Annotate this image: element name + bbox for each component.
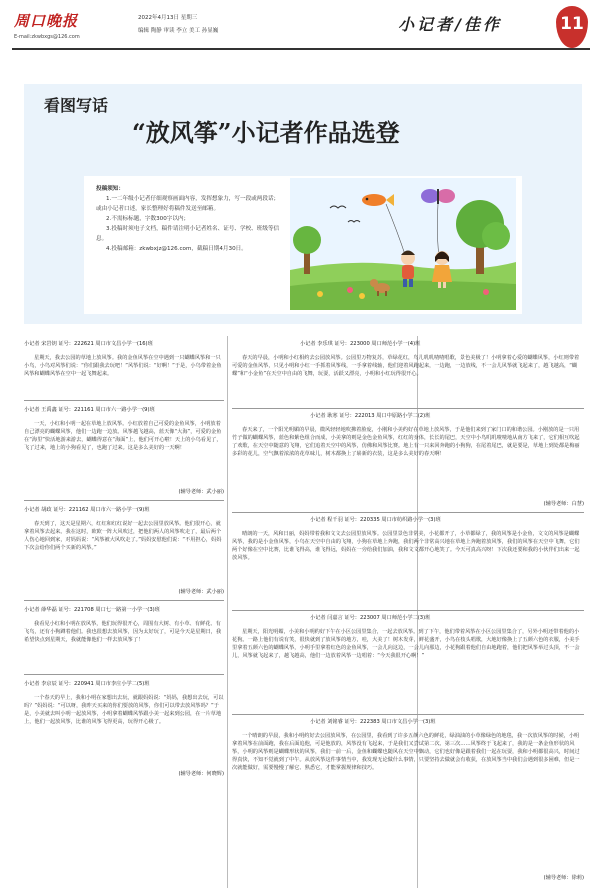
article-byline: 小记者 程千羽 证号：220335 周口市纺织路小学一(3)班 bbox=[310, 517, 441, 523]
submission-notice bbox=[96, 184, 280, 254]
article-teacher: (辅导老师：何晓辉) bbox=[178, 771, 224, 777]
article-divider bbox=[24, 400, 224, 401]
article-byline: 小记者 宋岩钥 证号：222621 周口市文昌小学一(16)班 bbox=[24, 341, 153, 347]
article-body: 星期天，阳光明媚，小美和小明约好下午在小区公园里集合，一起去放风筝。到了下午，他们带着风筝在小区公园里集合了，另外小明还带着他的小花狗。一路上他们有说有笑，很快就到了放风筝的地方，哇，大美了！树木发芽，鲜花盛开，小鸟在枝头唱歌，大地好像换上了五颜六色的衣服，小美手里拿着五颜六色的蝴蝶风筝，小明手里拿着红色的金鱼风筝，一会儿向这边，一会儿向那边，小花狗跟着他们自由地跑着，他们把风筝举过头顶，不一会儿，风筝就飞起来了，越飞越高，他们一边放着风筝一边唱着：“今天我很开心啊！” bbox=[232, 629, 580, 659]
issue-date: 2022年4月13日 星期三 bbox=[138, 15, 198, 21]
article-body: 星期天，我去公园的草地上放风筝。我的金鱼风筝在空中遇到一只蝴蝶风筝和一只小鸟，小鸟对风筝们说：“你们跟我去玩吧！”风筝们说：“好啊！”于是，小鸟带着金鱼风筝和蝴蝶风筝在空中一起飞舞起来。 bbox=[24, 355, 222, 377]
article-byline: 小记者 耿寒 证号：222013 周口中原路小学二(2)班 bbox=[310, 413, 431, 419]
article-teacher: (辅导老师：武小丽) bbox=[178, 489, 224, 495]
article-byline: 小记者 闫嘉言 证号：223007 周口师范小学二(3)班 bbox=[310, 615, 431, 621]
article-teacher: (辅导老师：武小丽) bbox=[178, 589, 224, 595]
butterfly-kite-icon bbox=[421, 189, 455, 204]
article-body: 我看见小红和小明在放风筝，他们玩得很开心，周围有大树、有小草、有鲜花、有飞鸟，还有小狗蹲着他们。我也很想去放风筝，因为太好玩了，可是今天是星期日，我希望快点到星期天，我就能像他们一样去放风筝了！ bbox=[24, 621, 222, 643]
notice-line: 1.一二年级小记者仔细观察画面内容，发挥想象力，写一段或两段话；或由小记者口述，家长整理好将稿件发送至邮箱。 bbox=[96, 196, 280, 212]
flower-icon bbox=[359, 293, 365, 299]
feature-kicker: 看图写话 bbox=[44, 96, 109, 115]
flower-icon bbox=[347, 287, 353, 293]
page-number-badge: 11 bbox=[556, 6, 588, 48]
masthead-divider bbox=[12, 48, 590, 50]
editorial-staff: 编辑 陶静 审读 李立 美工 孙显巍 bbox=[138, 28, 219, 34]
article-byline: 小记者 薛华磊 证号：221708 周口七一路第一小学一(3)班 bbox=[24, 607, 160, 613]
article-teacher: (辅导老师：徐莉) bbox=[543, 875, 584, 881]
article-divider bbox=[24, 674, 224, 675]
article-body: 春天的早晨，小明和小红相约去公园放风筝。公园里万物复苏，草绿花红，鸟儿叽叽喳喳唱歌，景色美极了！小明拿着心爱的蝴蝶风筝，小红则带着可爱的金鱼风筝，只见小明和小红一手抓着风筝线，一手拿着线轴，他们迎着风跑起来，一边跑，一边放线，不一会儿风筝就飞起来了，越飞越高，“蝴蝶”和“小金鱼”在天空中自由的飞舞，玩耍，活跃又漂亮，小明和小红玩得很开心。 bbox=[232, 355, 580, 377]
article-divider bbox=[232, 714, 584, 715]
feature-headline: “放风筝”小记者作品选登 bbox=[132, 118, 400, 147]
article-body: 春天到了，这天是星期六，红红和红红说好一起去公园里放风筝。他们很开心，就拿着风筝去起来。我在这时，欧欧一阵大风吹过，把他们两人的风筝吹走了，最后两个人伤心地回到家，对妈妈说：“风筝被大风吹走了。”妈妈安慰他们说：“不用担心，妈妈下次会给你们两个买新的风筝。” bbox=[24, 521, 222, 551]
article-byline: 小记者 王禹鑫 证号：221161 周口市六一路小学一(9)班 bbox=[24, 407, 155, 413]
kite-flying-illustration bbox=[290, 178, 516, 310]
flower-icon bbox=[483, 289, 489, 295]
article-divider bbox=[24, 600, 224, 601]
article-byline: 小记者 李京辰 证号：220941 周口市李庄小学二(5)班 bbox=[24, 681, 150, 687]
article-body: 晴朗的一天，风和日丽，妈妈带着我和文文去公园里放风筝。公园里景色非常美，小花都开了，小草都绿了，我的风筝是小金鱼，文文的风筝是蝴蝶风筝，我的是小金鱼风筝，小鸟在天空中自由的飞翔，小狗在草地上奔跑，我们两个非常高兴地在草地上奔跑着放风筝，我们的风筝在天空中飞舞，它们两个好像在空中比赛，比谁飞得高，谁飞得远，妈妈在一旁给我们加油，我和文文都开心地笑了。今天可真高兴呀！下次我还要和我的小伙伴们出来一起放风筝。 bbox=[232, 531, 580, 561]
article-body: 春天来了，一个阳光明媚的早晨，微风轻轻地吹拂着脸庞，小刚和小美约好在草地上放风筝，于是他们来到了家门口的和谐公园。小刚放的是一只用竹子做的蝴蝶风筝，蓝色和紫色组合而成，小美拿的则是金色金鱼风筝，红红的身体，长长的尾巴，天空中小鸟叽叽喳喳地从南方飞来了，它们相互吹起了欢歌，在天空中随意的飞翔，它们追着天空中的风筝，仿佛和风筝比赛。地上有一只来回奔跑的小狗狗，在尾着尾巴，就是要是，草地上到处都是梅丽多彩的花儿，空气飘着浓浓的花草味儿，树木都换上了崭新的衣装，这是多么美好的春天啊！ bbox=[232, 427, 580, 457]
notice-line: 投稿须知： bbox=[96, 186, 124, 192]
article-byline: 小记者 胡政 证号：221162 周口市六一路小学一(9)班 bbox=[24, 507, 150, 513]
article-body: 一个春天的早上，我和小明在家想出去玩，就跟妈妈说：“妈妈，我想出去玩，可以吗？”妈妈说：“可以呀，我昨天买来的你们要放的风筝，你们可以带去放风筝吗？”于是，小美就去叫小明一起放风筝，小明拿着蝴蝶风筝跟小美一起来到公园，在一片草地上，他们一起放风筝，比谁的风筝飞得更高，玩得开心极了。 bbox=[24, 695, 224, 725]
section-title: 小记者/佳作 bbox=[398, 15, 502, 34]
flower-icon bbox=[317, 291, 323, 297]
notice-line: 2.不需标标题，字数300字以内； bbox=[106, 216, 190, 222]
article-divider bbox=[232, 512, 584, 513]
article-divider bbox=[232, 610, 584, 611]
notice-line: 3.投稿时须电子文档，稿件请注明小记者姓名、证号、学校、班级等信息。 bbox=[96, 226, 280, 242]
article-byline: 小记者 刘铭睿 证号：222383 周口市文昌小学一(3)班 bbox=[310, 719, 436, 725]
article-divider bbox=[24, 500, 224, 501]
article-byline: 小记者 李乐琪 证号：223000 周口师范小学一(4)班 bbox=[300, 341, 421, 347]
notice-line: 4.投稿邮箱：zkwbxjz@126.com，截稿日期4月30日。 bbox=[106, 246, 247, 252]
newspaper-logo: 周口晚报 bbox=[14, 12, 79, 30]
column-divider bbox=[227, 336, 228, 888]
article-body: 一天，小红和小明一起在草地上放风筝。小红放着自己可爱的金鱼风筝，小明放着自己漂亮的蝴蝶风筝，他们一边跑一边放。风筝越飞越高，蓝天像“大海”，可爱的金鱼在“海里”快活地游来游去，蝴蝶得意在“海面”上，他们可开心啦！天上的小鸟看见了，飞了过来，地上的小狗看见了，也跑了过来。这是多么美好的一天啊！ bbox=[24, 421, 222, 451]
article-body: 一个晴朗的早晨，我和小明约好去公园放风筝，在公园里，我看到了许多五颜六色的鲜花，绿油油的小草像绿色的地毯，我一次放风筝的时候，小明拿着风筝在前面跑，我在后面追他，可是他放的，风筝没有飞起来，于是我们又尝试第二次、第三次……风筝终于飞起来了，我的是一条金鱼形状的风筝，小明的风筝则是蝴蝶形状的风筝，我们一前一后，金鱼和蝴蝶也随风在天空中飘动，它们也好像是跟着我们一起在玩耍，我和小明都很高兴，时间过得真快，不知不觉就到了中午。从放风筝这件事情当中，我发现无论做什么事情，只要坚持去做就会有收获，在放风筝当中我们会遇到很多困难，但是一次就能做好，需要慢慢了解它、熟悉它，才能掌握规律和技巧。 bbox=[232, 733, 580, 771]
article-teacher: (辅导老师：白慧) bbox=[543, 501, 584, 507]
article-divider bbox=[232, 408, 584, 409]
masthead-email: E-mail:zkwbxgs@126.com bbox=[14, 34, 80, 40]
